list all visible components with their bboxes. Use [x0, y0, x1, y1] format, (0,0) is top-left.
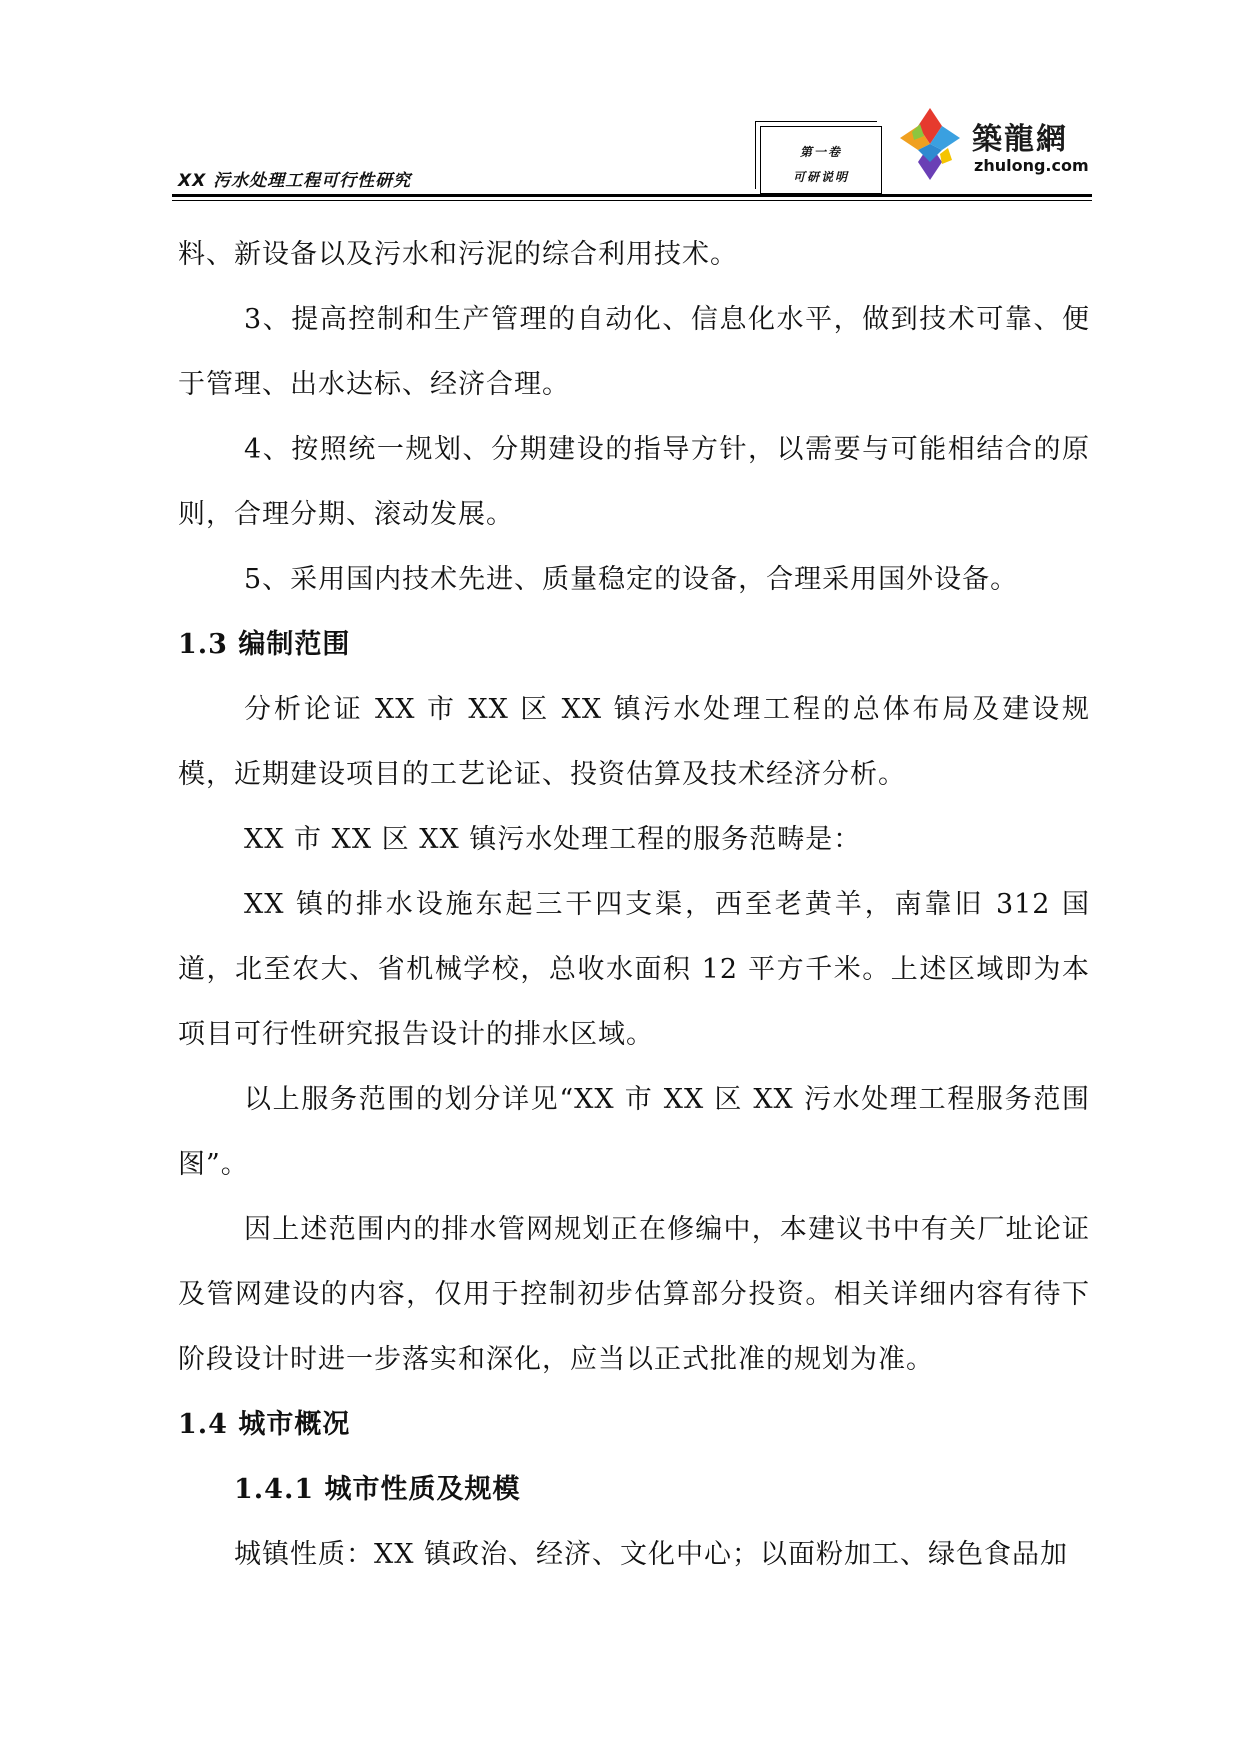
section-heading-1-3: 1.3 编制范围: [178, 629, 351, 660]
document-body: [178, 222, 1090, 1587]
section-heading-1-4: 1.4 城市概况: [178, 1409, 351, 1440]
volume-box: [760, 126, 882, 194]
paragraph: 分析论证 XX 市 XX 区 XX 镇污水处理工程的总体布局及建设规模，近期建设项目的工艺论证、投资估算及技术经济分析。: [178, 694, 1090, 790]
subsection-heading-1-4-1: 1.4.1 城市性质及规模: [234, 1474, 521, 1505]
paragraph: 城镇性质：XX 镇政治、经济、文化中心；以面粉加工、绿色食品加: [234, 1539, 1069, 1570]
paragraph: 5、采用国内技术先进、质量稳定的设备，合理采用国外设备。: [244, 564, 1019, 595]
logo-text-cn: 築龍網: [972, 122, 1068, 157]
paragraph: 以上服务范围的划分详见“XX 市 XX 区 XX 污水处理工程服务范围图”。: [178, 1084, 1090, 1180]
zhulong-logo: [890, 104, 1089, 184]
paragraph: 因上述范围内的排水管网规划正在修编中，本建议书中有关厂址论证及管网建设的内容，仅用于控制初步估算部分投资。相关详细内容有待下阶段设计时进一步落实和深化，应当以正式批准的规划为准。: [178, 1214, 1090, 1375]
header-title: XX 污水处理工程可行性研究: [178, 171, 412, 191]
paragraph: XX 市 XX 区 XX 镇污水处理工程的服务范畴是：: [244, 824, 862, 855]
header-rule-thick: [172, 194, 1092, 197]
paragraph: XX 镇的排水设施东起三干四支渠，西至老黄羊，南靠旧 312 国道，北至农大、省机械学校，总收水面积 12 平方千米。上述区域即为本项目可行性研究报告设计的排水区域。: [178, 889, 1090, 1050]
logo-mark-icon: [890, 104, 970, 184]
paragraph: 3、提高控制和生产管理的自动化、信息化水平，做到技术可靠、便于管理、出水达标、经济合理。: [178, 304, 1090, 400]
page-header: [0, 0, 1241, 210]
paragraph: 料、新设备以及污水和污泥的综合利用技术。: [178, 239, 738, 270]
logo-text-en: zhulong.com: [974, 156, 1089, 175]
volume-label: 第一卷: [799, 145, 842, 159]
section-label: 可研说明: [792, 170, 849, 184]
header-rule-thin: [172, 200, 1092, 201]
paragraph: 4、按照统一规划、分期建设的指导方针，以需要与可能相结合的原则，合理分期、滚动发展。: [178, 434, 1090, 530]
